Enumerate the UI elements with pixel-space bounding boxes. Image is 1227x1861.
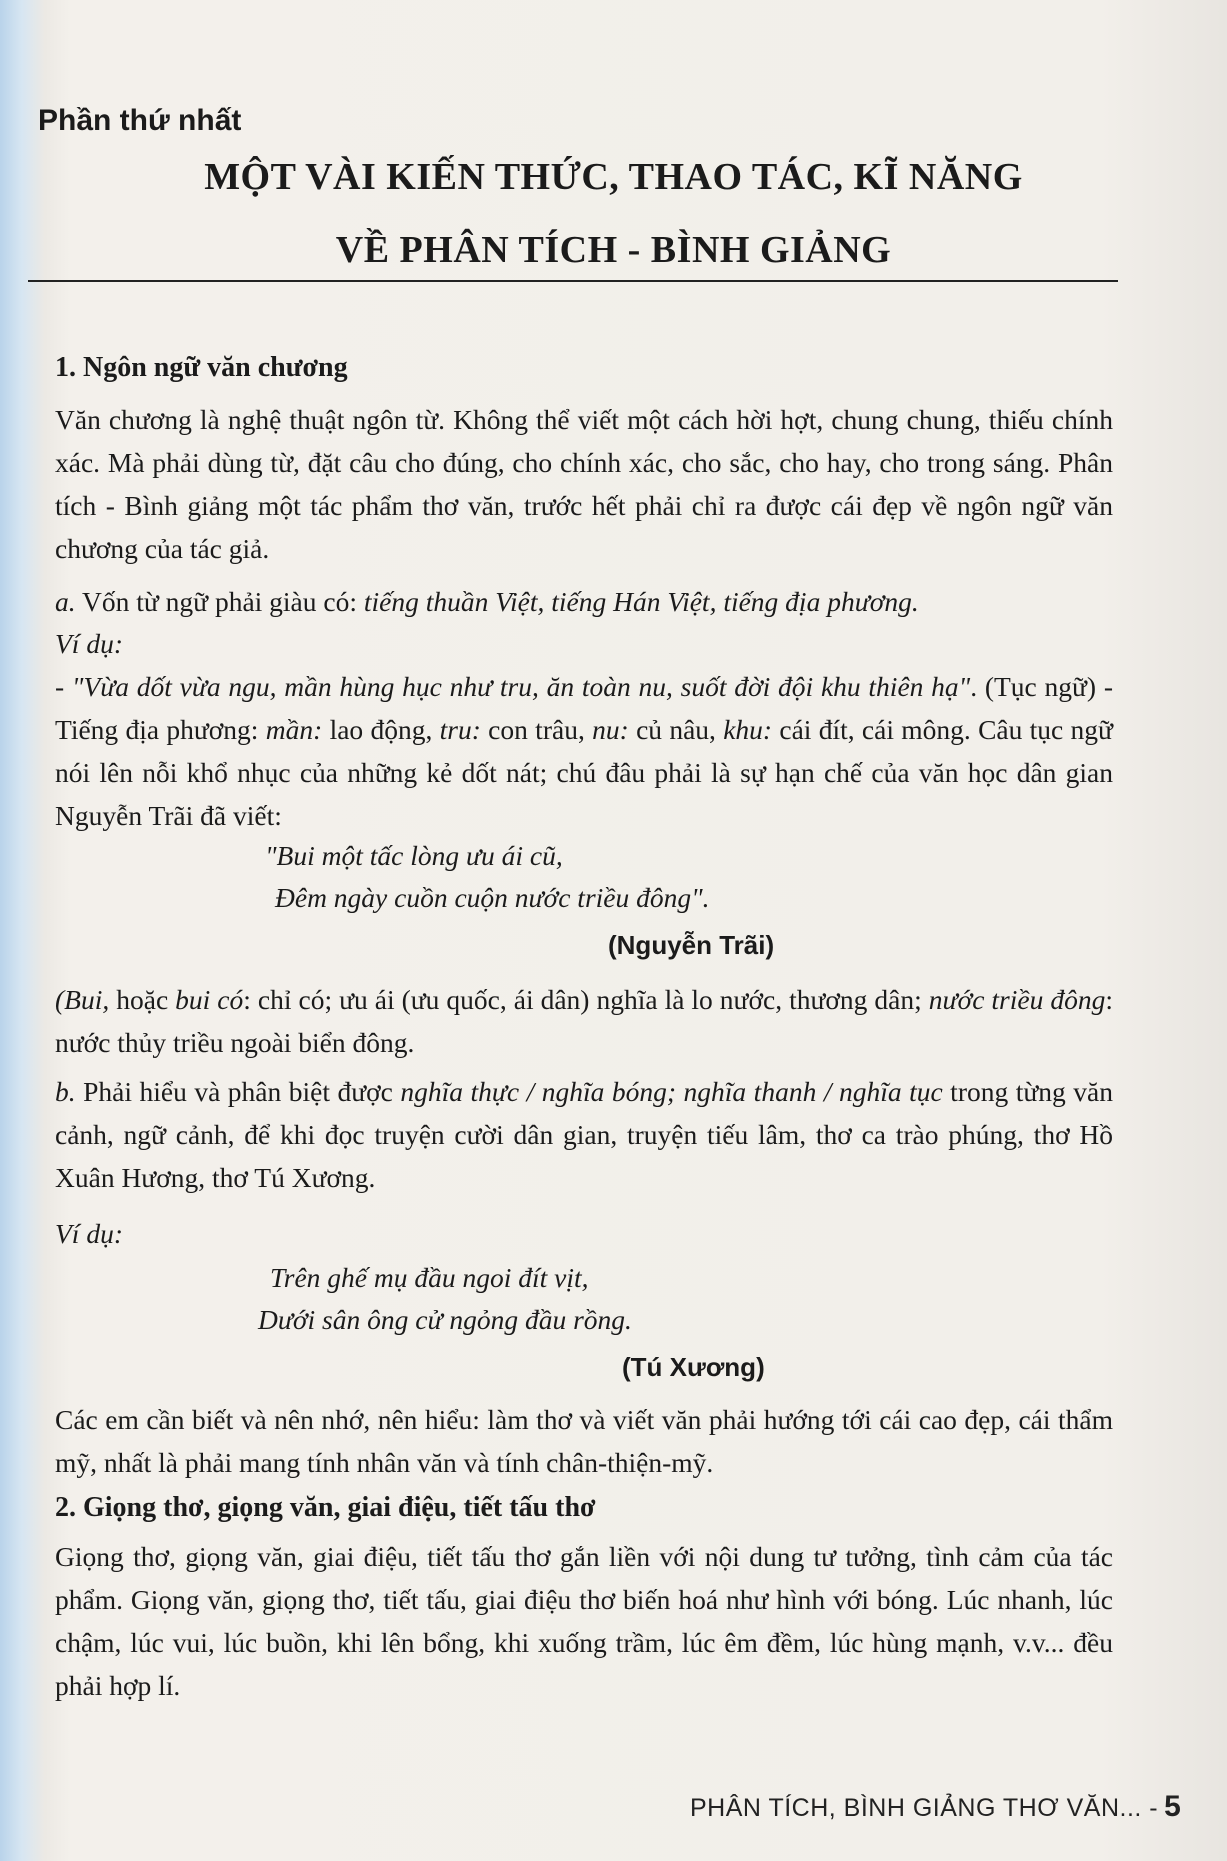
point-b-italic: nghĩa thực / nghĩa bóng; nghĩa thanh / nghĩa tục (400, 1076, 943, 1107)
gloss-buico: bui có (175, 984, 244, 1015)
gloss-mid: hoặc (109, 984, 176, 1015)
proverb-paragraph (55, 665, 1113, 837)
point-b (55, 1070, 1113, 1199)
word-khu: khu: (723, 714, 773, 745)
proverb-source: . (Tục ngữ) - Tiếng địa phương: (55, 671, 1114, 745)
chapter-title-line1: MỘT VÀI KIẾN THỨC, THAO TÁC, KĨ NĂNG (204, 156, 1023, 198)
part-label: Phần thứ nhất (38, 104, 242, 137)
gloss-bui: (Bui, (55, 984, 110, 1015)
poem1-line2: Đêm ngày cuồn cuộn nước triều đông". (275, 882, 710, 913)
point-b-text: Phải hiểu và phân biệt được (75, 1076, 401, 1107)
section1-heading: 1. Ngôn ngữ văn chương (55, 352, 348, 383)
gloss-end: : nước thủy triều ngoài biển đông. (55, 984, 1113, 1058)
gloss-ntd: nước triều đông (928, 984, 1106, 1015)
word-tru: tru: (439, 714, 481, 745)
poem1-line1: "Bui một tấc lòng ưu ái cũ, (265, 840, 563, 871)
chapter-title-line2: VỀ PHÂN TÍCH - BÌNH GIẢNG (335, 229, 892, 271)
word-tru-def: con trâu, (480, 714, 593, 745)
point-a-marker: a. (55, 586, 76, 617)
word-khu-def: cái đít, cái mông. Câu tục ngữ nói lên nỗi khổ nhục của những kẻ dốt nát; chú đâu phải là sự hạn chế của văn học dân gian Nguyễn Trãi đã viết: (55, 714, 1113, 831)
running-title: PHÂN TÍCH, BÌNH GIẢNG THƠ VĂN... - (690, 1794, 1159, 1822)
running-footer (690, 1790, 1181, 1824)
poem2-line2: Dưới sân ông cử ngỏng đầu rồng. (258, 1304, 632, 1335)
page-number: 5 (1164, 1790, 1182, 1823)
point-b-marker: b. (55, 1076, 76, 1107)
poem2-line1: Trên ghế mụ đầu ngoi đít vịt, (270, 1262, 589, 1293)
section1-intro: Văn chương là nghệ thuật ngôn từ. Không thể viết một cách hời hợt, chung chung, thiếu chính xác. Mà phải dùng từ, đặt câu cho đúng, cho chính xác, cho sắc, cho hay, cho trong sáng. Phân tích - Bình giảng một tác phẩm thơ văn, trước hết phải chỉ ra được cái đẹp về ngôn ngữ văn chương của tác giả. (55, 404, 1113, 564)
closing-paragraph: Các em cần biết và nên nhớ, nên hiểu: làm thơ và viết văn phải hướng tới cái cao đẹp, cái thẩm mỹ, nhất là phải mang tính nhân văn và tính chân-thiện-mỹ. (55, 1404, 1113, 1478)
point-a-italic: tiếng thuần Việt, tiếng Hán Việt, tiếng địa phương. (363, 586, 919, 617)
example-label-2: Ví dụ: (55, 1218, 123, 1249)
word-nu: nu: (592, 714, 629, 745)
title-divider (28, 280, 1118, 282)
word-nu-def: củ nâu, (628, 714, 724, 745)
point-a (55, 580, 1113, 623)
point-b-rest: trong từng văn cảnh, ngữ cảnh, để khi đọc truyện cười dân gian, truyện tiếu lâm, thơ ca trào phúng, thơ Hồ Xuân Hương, thơ Tú Xương. (55, 1076, 1113, 1193)
section2-heading: 2. Giọng thơ, giọng văn, giai điệu, tiết tấu thơ (55, 1492, 596, 1523)
point-a-text: Vốn từ ngữ phải giàu có: (75, 586, 364, 617)
section2-body: Giọng thơ, giọng văn, giai điệu, tiết tấu thơ gắn liền với nội dung tư tưởng, tình cảm của tác phẩm. Giọng văn, giọng thơ, tiết tấu, giai điệu thơ biến hoá như hình với bóng. Lúc nhanh, lúc chậm, lúc vui, lúc buồn, khi lên bổng, khi xuống trầm, lúc êm đềm, lúc hùng mạnh, v.v... đều phải hợp lí. (55, 1541, 1113, 1701)
word-man-def: lao động, (322, 714, 440, 745)
proverb-text: - "Vừa dốt vừa ngu, mần hùng hục như tru, ăn toàn nu, suốt đời đội khu thiên hạ" (55, 671, 971, 702)
example-label-1: Ví dụ: (55, 628, 123, 659)
word-man: mần: (265, 714, 323, 745)
gloss-rest: : chỉ có; ưu ái (ưu quốc, ái dân) nghĩa là lo nước, thương dân; (243, 984, 929, 1015)
poem1-author: (Nguyễn Trãi) (608, 930, 775, 960)
gloss-paragraph (55, 978, 1113, 1064)
poem2-author: (Tú Xương) (622, 1352, 765, 1382)
